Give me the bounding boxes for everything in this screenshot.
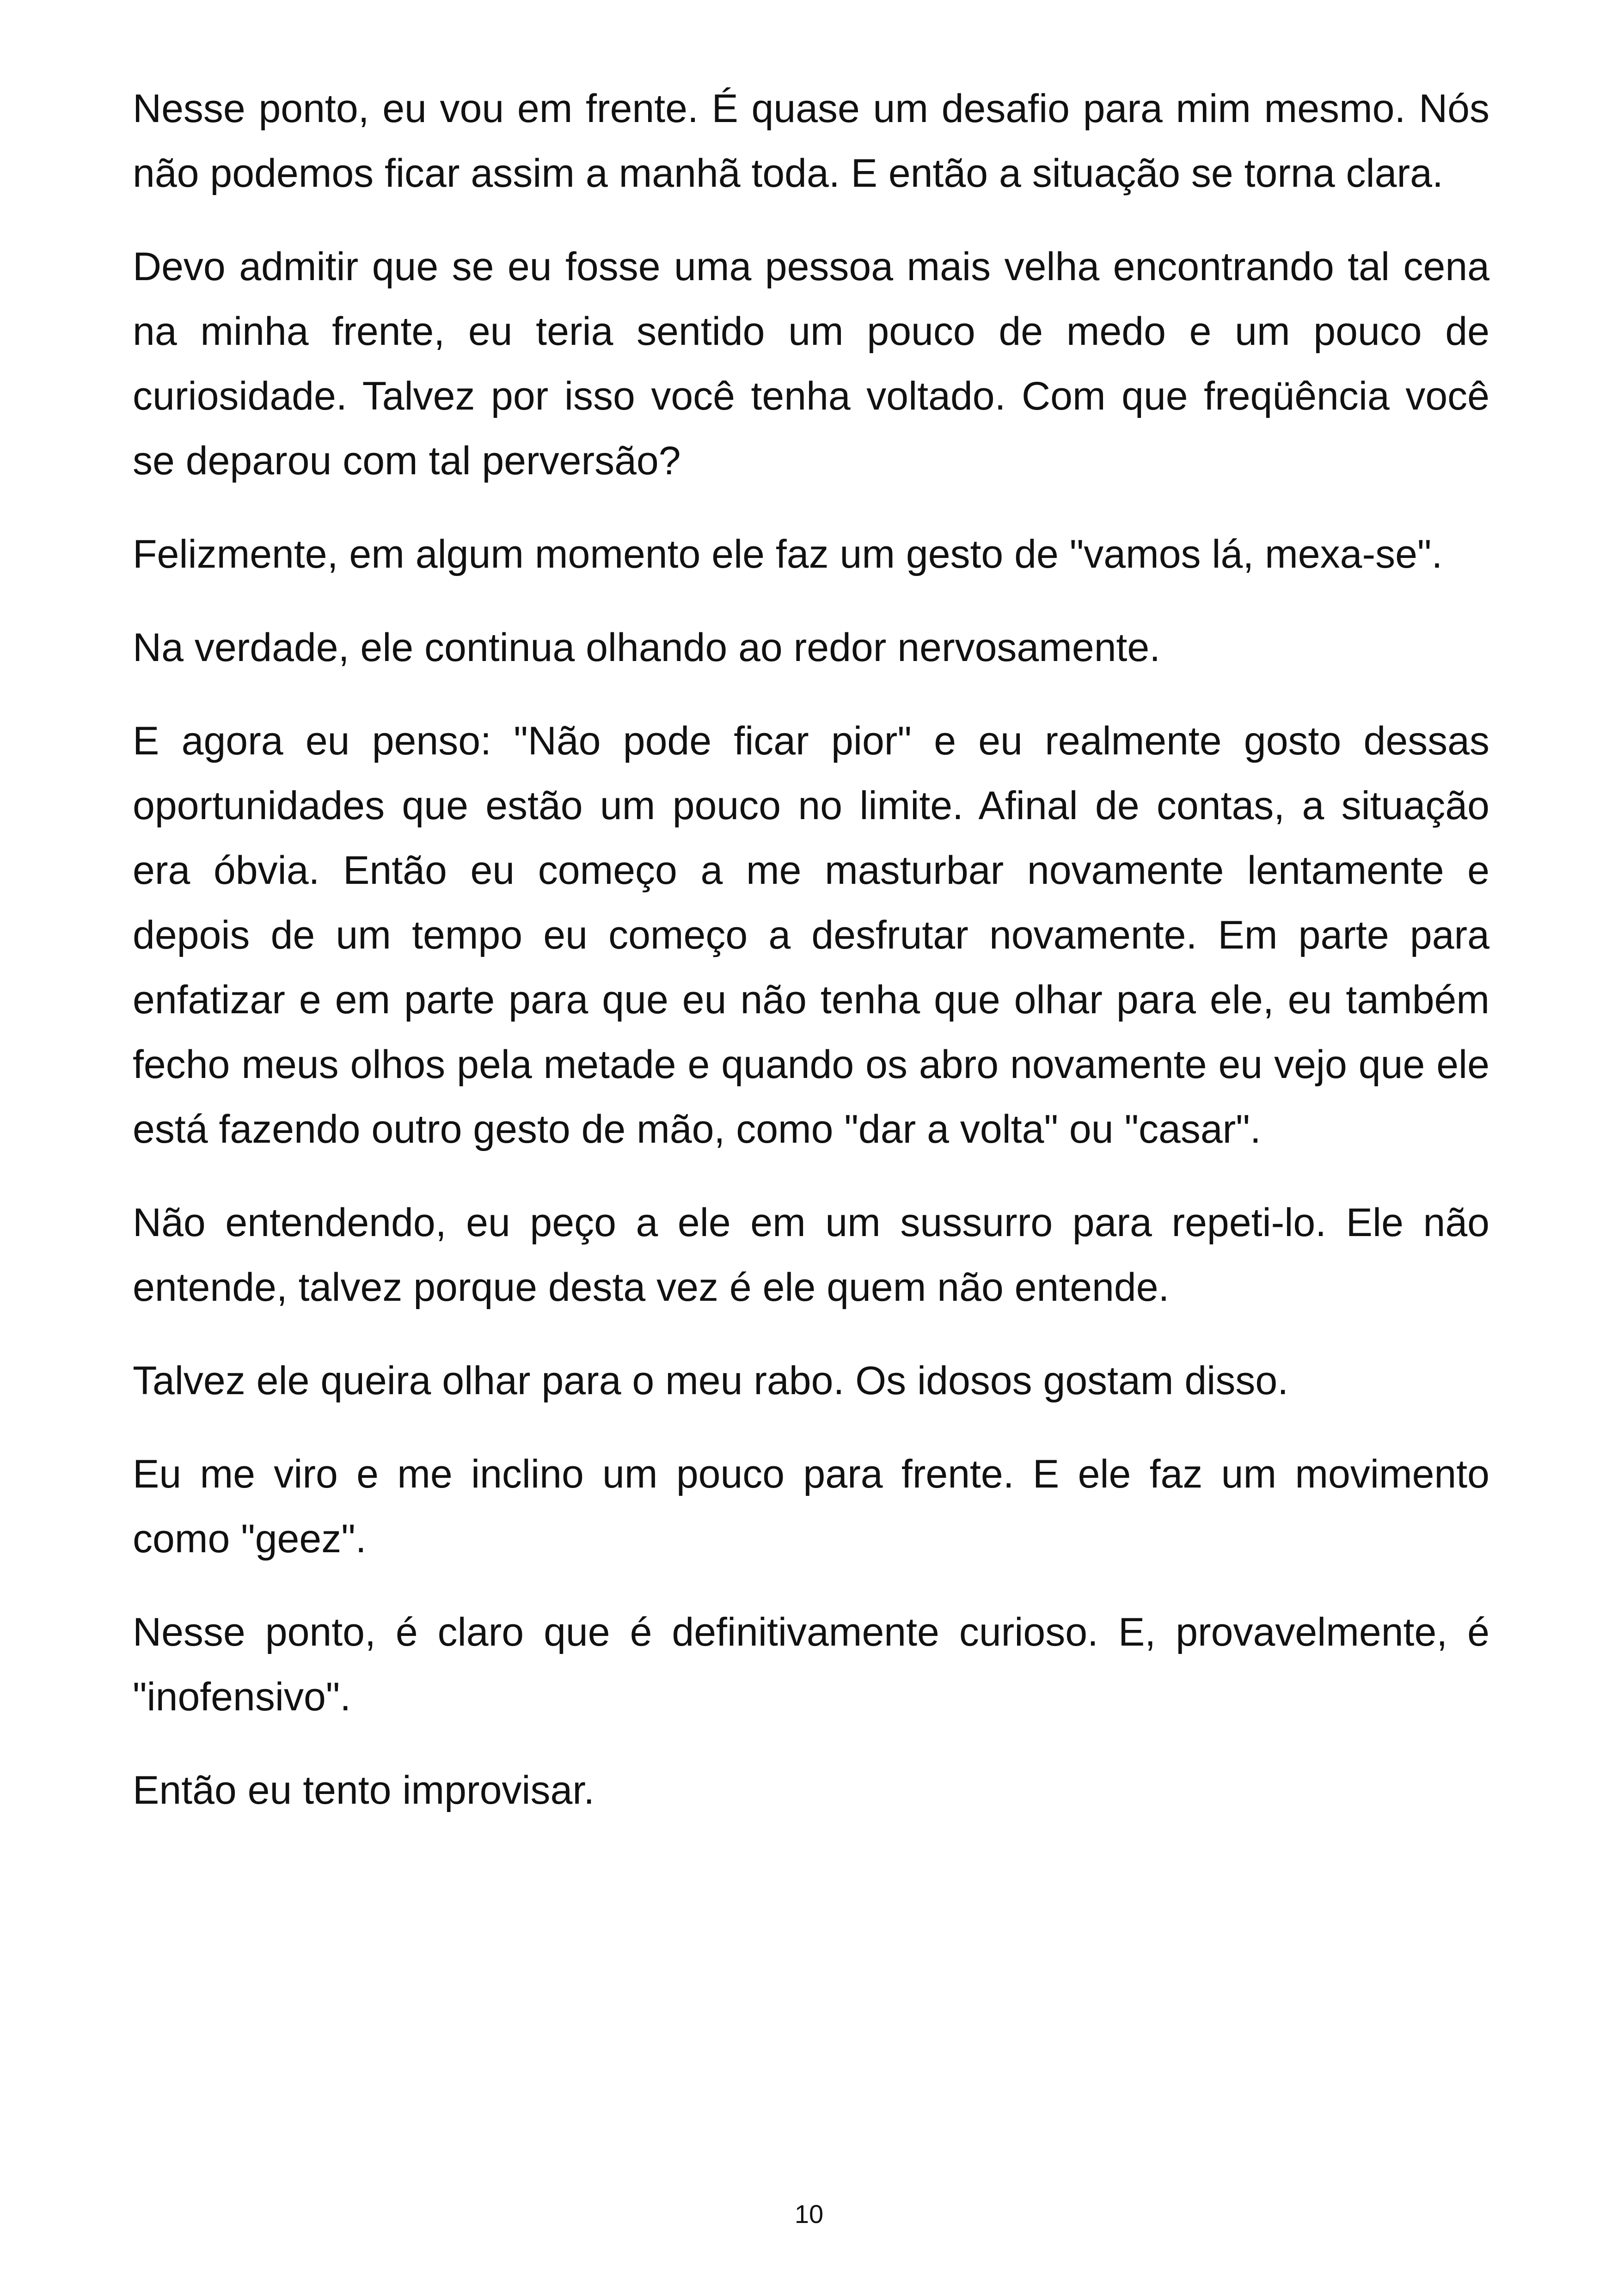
paragraph: Não entendendo, eu peço a ele em um sussurro para repeti-lo. Ele não entende, talvez porque desta vez é ele quem não entende. <box>133 1200 1489 1310</box>
paragraph: Talvez ele queira olhar para o meu rabo. Os idosos gostam disso. <box>133 1359 1289 1403</box>
body-text <box>133 76 1489 1851</box>
paragraph: Na verdade, ele continua olhando ao redor nervosamente. <box>133 625 1161 670</box>
paragraph: Felizmente, em algum momento ele faz um gesto de "vamos lá, mexa-se". <box>133 532 1443 576</box>
paragraph: E agora eu penso: "Não pode ficar pior" e eu realmente gosto dessas oportunidades que estão um pouco no limite. Afinal de contas, a situação era óbvia. Então eu começo a me masturbar novamente lentamente e depois de um tempo eu começo a desfrutar novamente. Em parte para enfatizar e em parte para que eu não tenha que olhar para ele, eu também fecho meus olhos pela metade e quando os abro novamente eu vejo que ele está fazendo outro gesto de mão, como "dar a volta" ou "casar". <box>133 719 1489 1151</box>
paragraph: Eu me viro e me inclino um pouco para frente. E ele faz um movimento como "geez". <box>133 1452 1489 1561</box>
paragraph: Devo admitir que se eu fosse uma pessoa mais velha encontrando tal cena na minha frente, eu teria sentido um pouco de medo e um pouco de curiosidade. Talvez por isso você tenha voltado. Com que freqüência você se deparou com tal perversão? <box>133 245 1489 483</box>
paragraph: Nesse ponto, é claro que é definitivamente curioso. E, provavelmente, é "inofensivo". <box>133 1610 1489 1719</box>
paragraph: Então eu tento improvisar. <box>133 1768 595 1812</box>
paragraph: Nesse ponto, eu vou em frente. É quase um desafio para mim mesmo. Nós não podemos ficar assim a manhã toda. E então a situação se torna clara. <box>133 86 1489 196</box>
page-number: 10 <box>794 2199 824 2229</box>
